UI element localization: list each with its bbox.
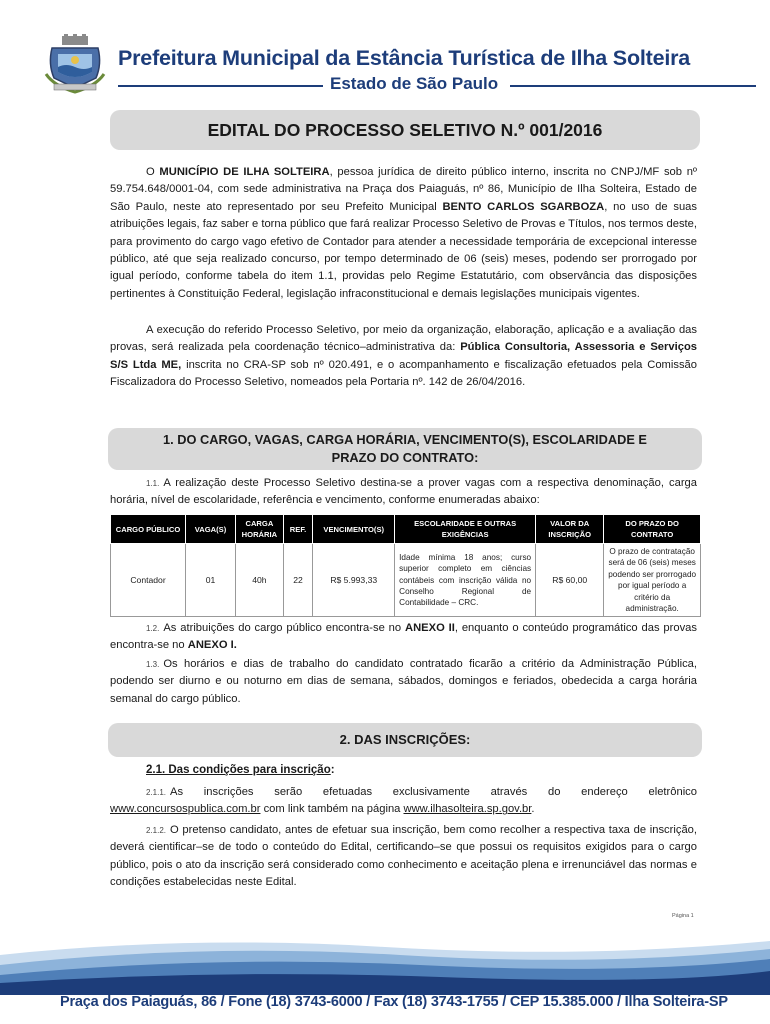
col-header-vencimento: VENCIMENTO(S) (313, 515, 395, 544)
cell-vencimento: R$ 5.993,33 (313, 544, 395, 617)
section-1-title-box (108, 428, 702, 470)
cell-carga: 40h (236, 544, 284, 617)
company-name: Pública Consultoria, Assessoria e Serviços S/S Ltda ME, (110, 341, 697, 371)
anexo-i: ANEXO I. (187, 639, 237, 652)
section-2-title-box (108, 723, 702, 757)
text: A execução do referido Processo Seletivo, por meio da organização, elaboração, aplicação e a avaliação das provas, será realizada pela coordenação técnico–administrativa da: (110, 324, 697, 354)
item-1-3 (110, 656, 697, 708)
item-number: 1.2. (146, 624, 160, 633)
subsection-2-1-title (146, 764, 335, 776)
col-header-escolaridade: ESCOLARIDADE E OUTRAS EXIGÊNCIAS (395, 515, 536, 544)
cell-escolaridade: Idade mínima 18 anos; curso superior completo em ciências contábeis com inscrição válida no Conselho Regional de Contabilidade – CRC. (395, 544, 536, 617)
coat-of-arms-icon (44, 34, 106, 94)
text: As atribuições do cargo público encontra-se no (163, 622, 405, 634)
header-divider-left (118, 85, 323, 87)
cell-valor: R$ 60,00 (536, 544, 604, 617)
text: As inscrições serão efetuadas exclusivamente através do endereço eletrônico (170, 786, 697, 798)
section-2-title: 2. DAS INSCRIÇÕES: (339, 732, 471, 747)
item-number: 1.3. (146, 660, 160, 669)
text: , pessoa jurídica de direito público interno, inscrita no CNPJ/MF sob nº 59.754.648/0001-04, com sede administrativa na Praça dos Paiaguás, nº 86, Município de Ilha Solteira, Estado de São Paulo, neste ato representado por seu Prefeito Municipal (110, 166, 698, 213)
item-number: 1.1. (146, 479, 160, 488)
prefeitura-link[interactable]: www.ilhasolteira.sp.gov.br (403, 803, 532, 816)
col-header-valor: VALOR DA INSCRIÇÃO (536, 515, 604, 544)
col-header-carga: CARGA HORÁRIA (236, 515, 284, 544)
item-1-2 (110, 620, 697, 655)
subsection-title-text: 2.1. Das condições para inscrição (146, 764, 331, 776)
text: Os horários e dias de trabalho do candidato contratado ficarão a critério da Administração Pública, podendo ser diurno e ou noturno em dias de semana, sábados, domingos e feriados, obedecida a carga horária semanal do cargo público. (110, 658, 697, 705)
text: O (146, 166, 160, 178)
cell-prazo: O prazo de contratação será de 06 (seis) meses podendo ser prorrogado por igual período a critério da administração. (604, 544, 701, 617)
text: com link também na página (260, 803, 404, 816)
text: inscrita no CRA-SP sob nº 020.491, e o acompanhamento e fiscalização efetuados pela Comissão Fiscalizadora do Processo Seletivo, nomeados pela Portaria nº. 142 de 26/04/2016. (110, 358, 697, 389)
footer-address: Praça dos Paiaguás, 86 / Fone (18) 3743-6000 / Fax (18) 3743-1755 / CEP 15.385.000 / Ilha Solteira-SP (60, 994, 728, 1010)
item-number: 2.1.1. (146, 788, 167, 797)
intro-paragraph-2 (110, 322, 697, 392)
header-title: Prefeitura Municipal da Estância Turística de Ilha Solteira (118, 46, 691, 70)
cell-cargo: Contador (111, 544, 186, 617)
col-header-vagas: VAGA(S) (186, 515, 236, 544)
cell-vagas: 01 (186, 544, 236, 617)
document-title: EDITAL DO PROCESSO SELETIVO N.º 001/2016 (207, 120, 603, 140)
item-2-1-2 (110, 822, 697, 892)
table-row (111, 544, 701, 617)
item-number: 2.1.2. (146, 826, 167, 835)
text: , enquanto o conteúdo programático das provas encontra-se no (110, 622, 697, 652)
cell-ref: 22 (283, 544, 313, 617)
section-1-title-line2: PRAZO DO CONTRATO: (331, 450, 479, 465)
document-title-box (110, 110, 700, 150)
anexo-ii: ANEXO II (404, 622, 455, 634)
concursos-link[interactable]: www.concursospublica.com.br (110, 803, 261, 816)
text: A realização deste Processo Seletivo destina-se a prover vagas com a respectiva denominação, carga horária, nível de escolaridade, referência e vencimento, conforme enumeradas abaixo: (110, 477, 697, 507)
text: O pretenso candidato, antes de efetuar sua inscrição, bem como recolher a respectiva taxa de inscrição, deverá cientificar–se de todo o conteúdo do Edital, certificando–se que possui os requisitos exigidos para o cargo público, pois o ato da inscrição será considerado como conhecimento e aceitação plena e irrenunciável das normas e condições estabelecidas neste Edital. (110, 824, 697, 889)
section-1-title-line1: 1. DO CARGO, VAGAS, CARGA HORÁRIA, VENCIMENTO(S), ESCOLARIDADE E (163, 432, 647, 447)
col-header-ref: REF. (283, 515, 313, 544)
page-number: Página 1 (672, 913, 694, 919)
header-divider-right (510, 85, 756, 87)
intro-paragraph-1 (110, 164, 697, 303)
cargo-table (110, 514, 701, 617)
footer-waves-decoration (0, 925, 770, 995)
municipio-name: MUNICÍPIO DE ILHA SOLTEIRA (159, 166, 330, 178)
text: , no uso de suas atribuições legais, faz saber e torna público que fará realizar Processo Seletivo de Provas e Títulos, nos termos deste, para provimento do cargo vago efetivo de Contador para atender a necessidade temporária de excepcional interesse público, até que seja realizado concurso, por tempo determinado de 06 (seis) meses, podendo ser prorrogado por igual período, conforme tabela do item 1.1, providas pelo Regime Estatutário, com observância das disposições pertinentes à Constituição Federal, legislação infraconstitucional e demais legislações municipais vigentes. (110, 200, 697, 300)
colon: : (330, 764, 335, 776)
header-subtitle: Estado de São Paulo (330, 74, 499, 93)
item-2-1-1 (110, 784, 697, 819)
prefeito-name: BENTO CARLOS SGARBOZA (442, 200, 605, 213)
col-header-cargo: CARGO PÚBLICO (111, 515, 186, 544)
table-header-row (111, 515, 701, 544)
col-header-prazo: DO PRAZO DO CONTRATO (604, 515, 701, 544)
text: . (531, 803, 535, 816)
item-1-1 (110, 475, 697, 510)
